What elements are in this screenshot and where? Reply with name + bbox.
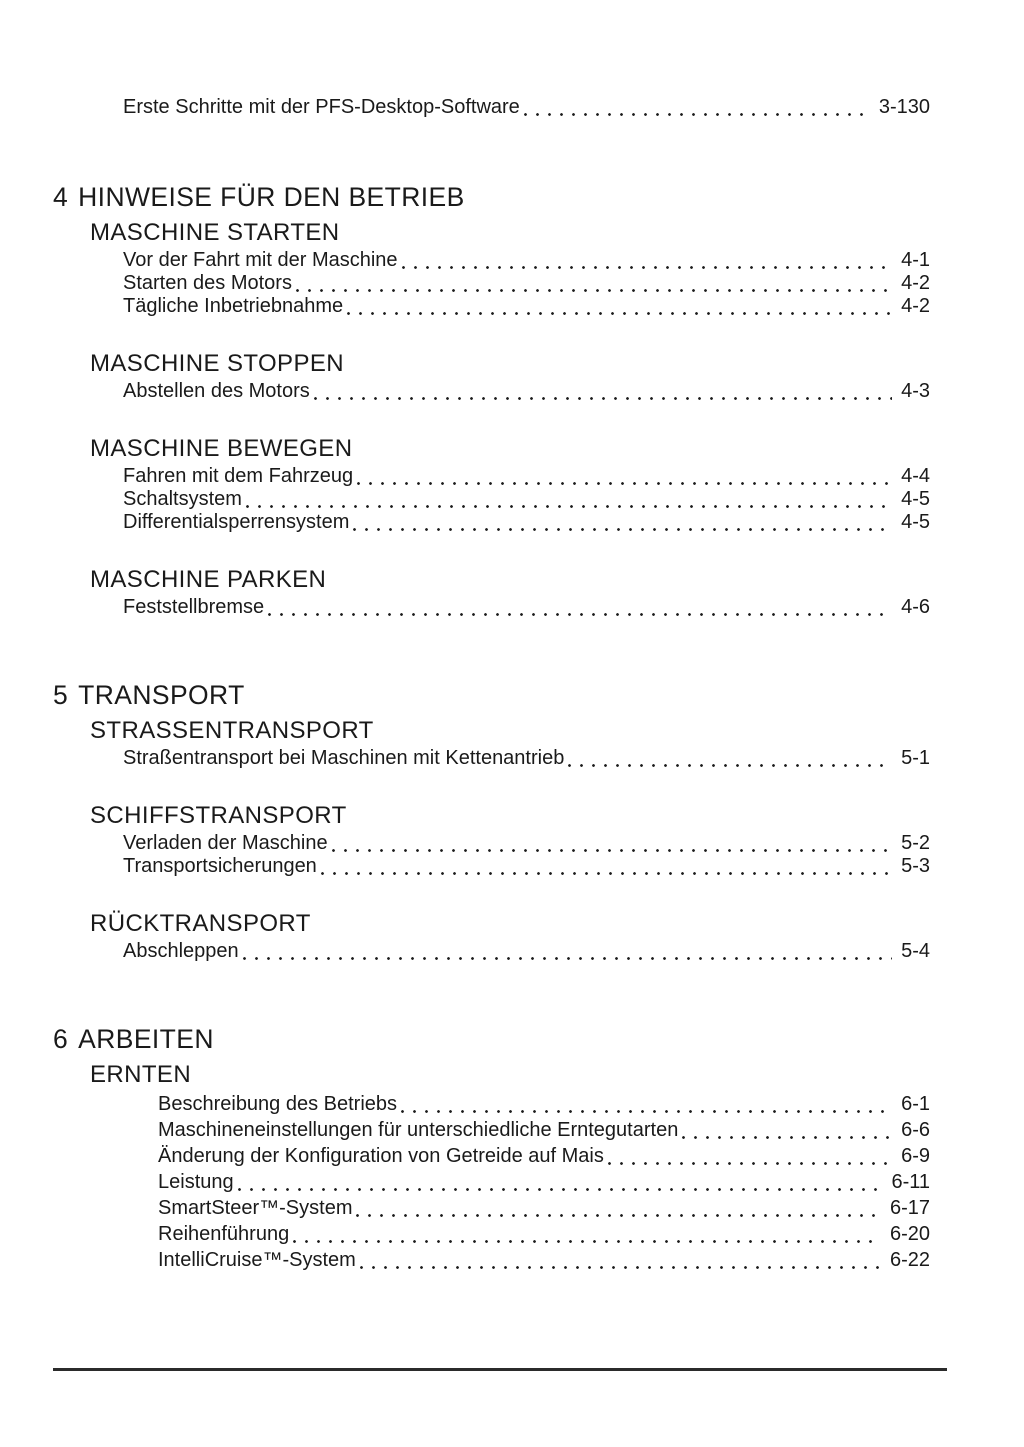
toc-entry[interactable] bbox=[158, 1247, 930, 1273]
entry-list bbox=[0, 596, 1024, 619]
toc-entry-page: 6-9 bbox=[901, 1145, 930, 1167]
toc-section bbox=[0, 803, 1024, 878]
dot-leader bbox=[568, 764, 892, 767]
chapter-title bbox=[53, 682, 1024, 709]
toc-entry-page: 4-4 bbox=[901, 465, 930, 487]
section-title: MASCHINE PARKEN bbox=[90, 566, 327, 593]
toc-entry-title: Verladen der Maschine bbox=[123, 832, 328, 854]
toc-entry[interactable] bbox=[123, 596, 930, 619]
toc-entry-page: 6-6 bbox=[901, 1119, 930, 1141]
toc-entry-title: Beschreibung des Betriebs bbox=[158, 1093, 398, 1115]
dot-leader bbox=[357, 482, 892, 485]
toc-entry-page: 6-20 bbox=[889, 1223, 930, 1245]
toc-entry-title: IntelliCruise™-System bbox=[158, 1249, 356, 1271]
toc-entry-page: 5-1 bbox=[901, 747, 930, 769]
toc-entry[interactable] bbox=[123, 940, 930, 963]
chapter-title-text: ARBEITEN bbox=[78, 1024, 214, 1054]
toc-entry-page: 6-17 bbox=[889, 1197, 930, 1219]
toc-chapter bbox=[0, 682, 1024, 963]
toc-section bbox=[0, 567, 1024, 619]
toc-section bbox=[0, 718, 1024, 770]
section-title: MASCHINE STARTEN bbox=[90, 219, 340, 246]
entry-list bbox=[0, 832, 1024, 878]
dot-leader bbox=[353, 528, 892, 531]
dot-leader bbox=[524, 113, 870, 116]
toc-entry[interactable] bbox=[123, 272, 930, 295]
toc-entry-title: Vor der Fahrt mit der Maschine bbox=[123, 249, 398, 271]
chapter-title bbox=[53, 184, 1024, 211]
toc-entry-page: 4-1 bbox=[901, 249, 930, 271]
toc-entry-page: 3-130 bbox=[878, 96, 930, 118]
dot-leader bbox=[243, 957, 892, 960]
toc-entry[interactable] bbox=[158, 1169, 930, 1195]
toc-entry-page: 4-2 bbox=[901, 295, 930, 317]
toc-entry-page: 5-3 bbox=[901, 855, 930, 877]
dot-leader bbox=[238, 1188, 883, 1191]
dot-leader bbox=[682, 1136, 892, 1139]
toc-entry[interactable] bbox=[123, 380, 930, 403]
section-title: RÜCKTRANSPORT bbox=[90, 910, 311, 937]
chapter-number: 5 bbox=[53, 680, 69, 710]
toc-entry-title: Änderung der Konfiguration von Getreide auf Mais bbox=[158, 1145, 604, 1167]
entry-list bbox=[0, 940, 1024, 963]
toc-entry-page: 6-22 bbox=[889, 1249, 930, 1271]
toc-entry-title: Schaltsystem bbox=[123, 488, 242, 510]
leading-entry-wrap bbox=[0, 0, 1024, 119]
chapter-title-text: HINWEISE FÜR DEN BETRIEB bbox=[78, 182, 465, 212]
dot-leader bbox=[246, 505, 892, 508]
toc-entry-title: Abstellen des Motors bbox=[123, 380, 310, 402]
toc-entry[interactable] bbox=[123, 832, 930, 855]
toc-entry-title: Straßentransport bei Maschinen mit Kettenantrieb bbox=[123, 747, 565, 769]
section-title: STRASSENTRANSPORT bbox=[90, 717, 374, 744]
toc-entry-page: 5-2 bbox=[901, 832, 930, 854]
toc-section bbox=[0, 436, 1024, 534]
toc-section bbox=[0, 351, 1024, 403]
toc-entry[interactable] bbox=[123, 295, 930, 318]
toc-entry-page: 5-4 bbox=[901, 940, 930, 962]
toc-entry-title: Tägliche Inbetriebnahme bbox=[123, 295, 344, 317]
toc-entry[interactable] bbox=[158, 1117, 930, 1143]
toc-entry-page: 4-2 bbox=[901, 272, 930, 294]
toc-entry-page: 6-11 bbox=[891, 1171, 930, 1193]
toc-entry[interactable] bbox=[123, 465, 930, 488]
toc-entry[interactable] bbox=[123, 249, 930, 272]
toc-entry-title: Leistung bbox=[158, 1171, 234, 1193]
dot-leader bbox=[314, 397, 892, 400]
toc-entry[interactable] bbox=[123, 855, 930, 878]
toc-entry-title: SmartSteer™-System bbox=[158, 1197, 353, 1219]
toc-entry-title: Transportsicherungen bbox=[123, 855, 317, 877]
toc-entry[interactable] bbox=[123, 488, 930, 511]
toc-section bbox=[0, 911, 1024, 963]
dot-leader bbox=[608, 1162, 892, 1165]
toc-chapter bbox=[0, 184, 1024, 619]
entry-list bbox=[0, 465, 1024, 534]
chapter-number: 4 bbox=[53, 182, 69, 212]
toc-entry-page: 4-5 bbox=[901, 511, 930, 533]
toc-entry-title: Differentialsperrensystem bbox=[123, 511, 350, 533]
toc-entry-page: 4-5 bbox=[901, 488, 930, 510]
entry-list bbox=[0, 380, 1024, 403]
toc-entry[interactable] bbox=[123, 511, 930, 534]
toc-entry[interactable] bbox=[158, 1091, 930, 1117]
section-title: SCHIFFSTRANSPORT bbox=[90, 802, 347, 829]
toc-entry-title: Feststellbremse bbox=[123, 596, 265, 618]
section-title: ERNTEN bbox=[90, 1061, 192, 1088]
chapter-title bbox=[53, 1026, 1024, 1053]
toc-entry-title: Abschleppen bbox=[123, 940, 239, 962]
toc-entry-title: Fahren mit dem Fahrzeug bbox=[123, 465, 354, 487]
entry-list bbox=[0, 1091, 1024, 1273]
section-title: MASCHINE BEWEGEN bbox=[90, 435, 353, 462]
dot-leader bbox=[321, 872, 892, 875]
toc-entry-title: Erste Schritte mit der PFS-Desktop-Software bbox=[123, 96, 520, 118]
chapter-title-text: TRANSPORT bbox=[78, 680, 245, 710]
dot-leader bbox=[293, 1240, 881, 1243]
chapter-number: 6 bbox=[53, 1024, 69, 1054]
toc-chapter bbox=[0, 1026, 1024, 1273]
dot-leader bbox=[268, 613, 892, 616]
toc-entry-page: 6-1 bbox=[901, 1093, 930, 1115]
toc-entry[interactable] bbox=[158, 1221, 930, 1247]
toc-section bbox=[0, 1062, 1024, 1273]
dot-leader bbox=[332, 849, 893, 852]
toc-entry[interactable] bbox=[123, 96, 930, 119]
toc-entry-title: Reihenführung bbox=[158, 1223, 290, 1245]
toc-entry-title: Maschineneinstellungen für unterschiedliche Erntegutarten bbox=[158, 1119, 679, 1141]
dot-leader bbox=[402, 266, 893, 269]
dot-leader bbox=[401, 1110, 892, 1113]
toc-entry-page: 4-3 bbox=[901, 380, 930, 402]
dot-leader bbox=[347, 312, 892, 315]
toc-entry-title: Starten des Motors bbox=[123, 272, 292, 294]
toc-entry-page: 4-6 bbox=[901, 596, 930, 618]
entry-list bbox=[0, 249, 1024, 318]
toc-section bbox=[0, 220, 1024, 318]
toc-entry[interactable] bbox=[158, 1143, 930, 1169]
dot-leader bbox=[360, 1266, 881, 1269]
dot-leader bbox=[296, 289, 892, 292]
entry-list bbox=[0, 747, 1024, 770]
footer-rule bbox=[53, 1368, 947, 1371]
section-title: MASCHINE STOPPEN bbox=[90, 350, 345, 377]
dot-leader bbox=[356, 1214, 880, 1217]
toc-entry[interactable] bbox=[123, 747, 930, 770]
toc-entry[interactable] bbox=[158, 1195, 930, 1221]
